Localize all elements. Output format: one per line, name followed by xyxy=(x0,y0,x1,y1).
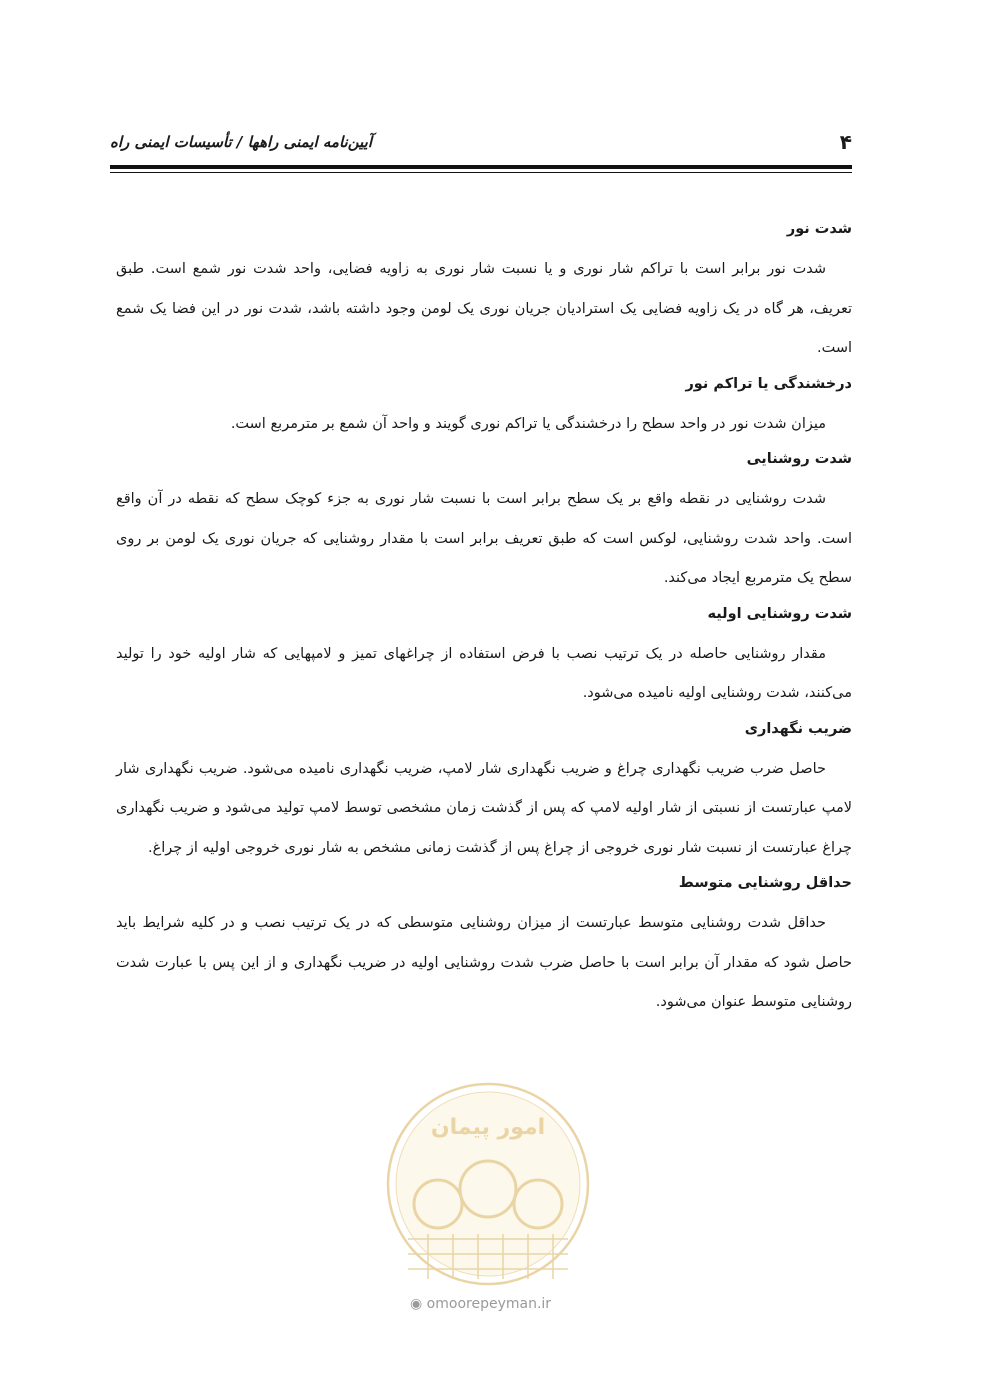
running-title: آیین‌نامه ایمنی راهها / تأسیسات ایمنی راه xyxy=(110,133,372,151)
section-paragraph: حاصل ضرب ضریب نگهداری چراغ و ضریب نگهداری شار لامپ، ضریب نگهداری نامیده می‌شود. ضریب نگهداری شار لامپ عبارتست از نسبتی از شار اولیه لامپ که پس از گذشت زمان مشخصی توسط لامپ تولید می‌شود و ضریب نگهداری چراغ عبارتست از نسبت شار نوری خروجی از چراغ پس از گذشت زمانی مشخص به شار نوری خروجی اولیه از چراغ. xyxy=(116,760,852,856)
watermark-logo xyxy=(378,1074,598,1324)
section-luminance xyxy=(116,369,852,445)
page-header xyxy=(110,126,852,158)
section-heading: ضریب نگهداری xyxy=(744,720,852,737)
watermark-site-text xyxy=(410,1296,610,1312)
watermark-logo-text: امور پیمان xyxy=(430,1115,546,1140)
section-heading: حداقل روشنایی متوسط xyxy=(678,875,852,891)
section-paragraph: میزان شدت نور در واحد سطح را درخشندگی یا تراکم نوری گویند و واحد آن شمع بر مترمربع است. xyxy=(230,415,826,432)
section-luminous-intensity xyxy=(116,214,852,369)
section-heading: درخشندگی یا تراکم نور xyxy=(685,375,852,392)
section-paragraph: شدت نور برابر است با تراکم شار نوری و یا نسبت شار نوری به زاویه فضایی، واحد شدت نور شمع است. طبق تعریف، هر گاه در یک زاویه فضایی یک استرادیان جریان نوری یک لومن وجود داشته باشد، شدت نور در این فضا یک شمع است. xyxy=(116,261,852,356)
section-paragraph: مقدار روشنایی حاصله در یک ترتیب نصب با فرض استفاده از چراغهای تمیز و لامپهایی که شار اولیه خود را تولید می‌کنند، شدت روشنایی اولیه نامیده می‌شود. xyxy=(116,645,852,701)
page-number: ۴ xyxy=(839,130,852,154)
section-maintenance-factor xyxy=(116,714,852,869)
page-body xyxy=(116,214,852,1023)
section-paragraph: شدت روشنایی در نقطه واقع بر یک سطح برابر است با نسبت شار نوری به جزء کوچک سطح که نقطه در آن واقع است. واحد شدت روشنایی، لوکس است که طبق تعریف برابر است با مقدار روشنایی که جریان نوری یک لومن بر روی سطح یک مترمربع ایجاد می‌کند. xyxy=(116,491,852,586)
section-heading: شدت روشنایی اولیه xyxy=(707,605,852,622)
header-rule-thick xyxy=(110,165,852,169)
section-paragraph: حداقل شدت روشنایی متوسط عبارتست از میزان روشنایی متوسطی که در یک ترتیب نصب و در کلیه شرایط باید حاصل شود که مقدار آن برابر است با حاصل ضرب شدت روشنایی اولیه در ضریب نگهداری و از این پس با عبارت شدت روشنایی متوسط عنوان می‌شود. xyxy=(116,915,852,1010)
section-heading: شدت نور xyxy=(786,221,852,237)
section-illuminance xyxy=(116,444,852,599)
section-heading: شدت روشنایی xyxy=(746,451,852,467)
watermark-site-label: omoorepeyman.ir xyxy=(426,1296,552,1312)
header-rule-thin xyxy=(110,172,852,173)
section-minimum-average-illuminance xyxy=(116,868,852,1023)
section-initial-illuminance xyxy=(116,599,852,714)
watermark-site-icon: ◉ xyxy=(410,1296,423,1312)
